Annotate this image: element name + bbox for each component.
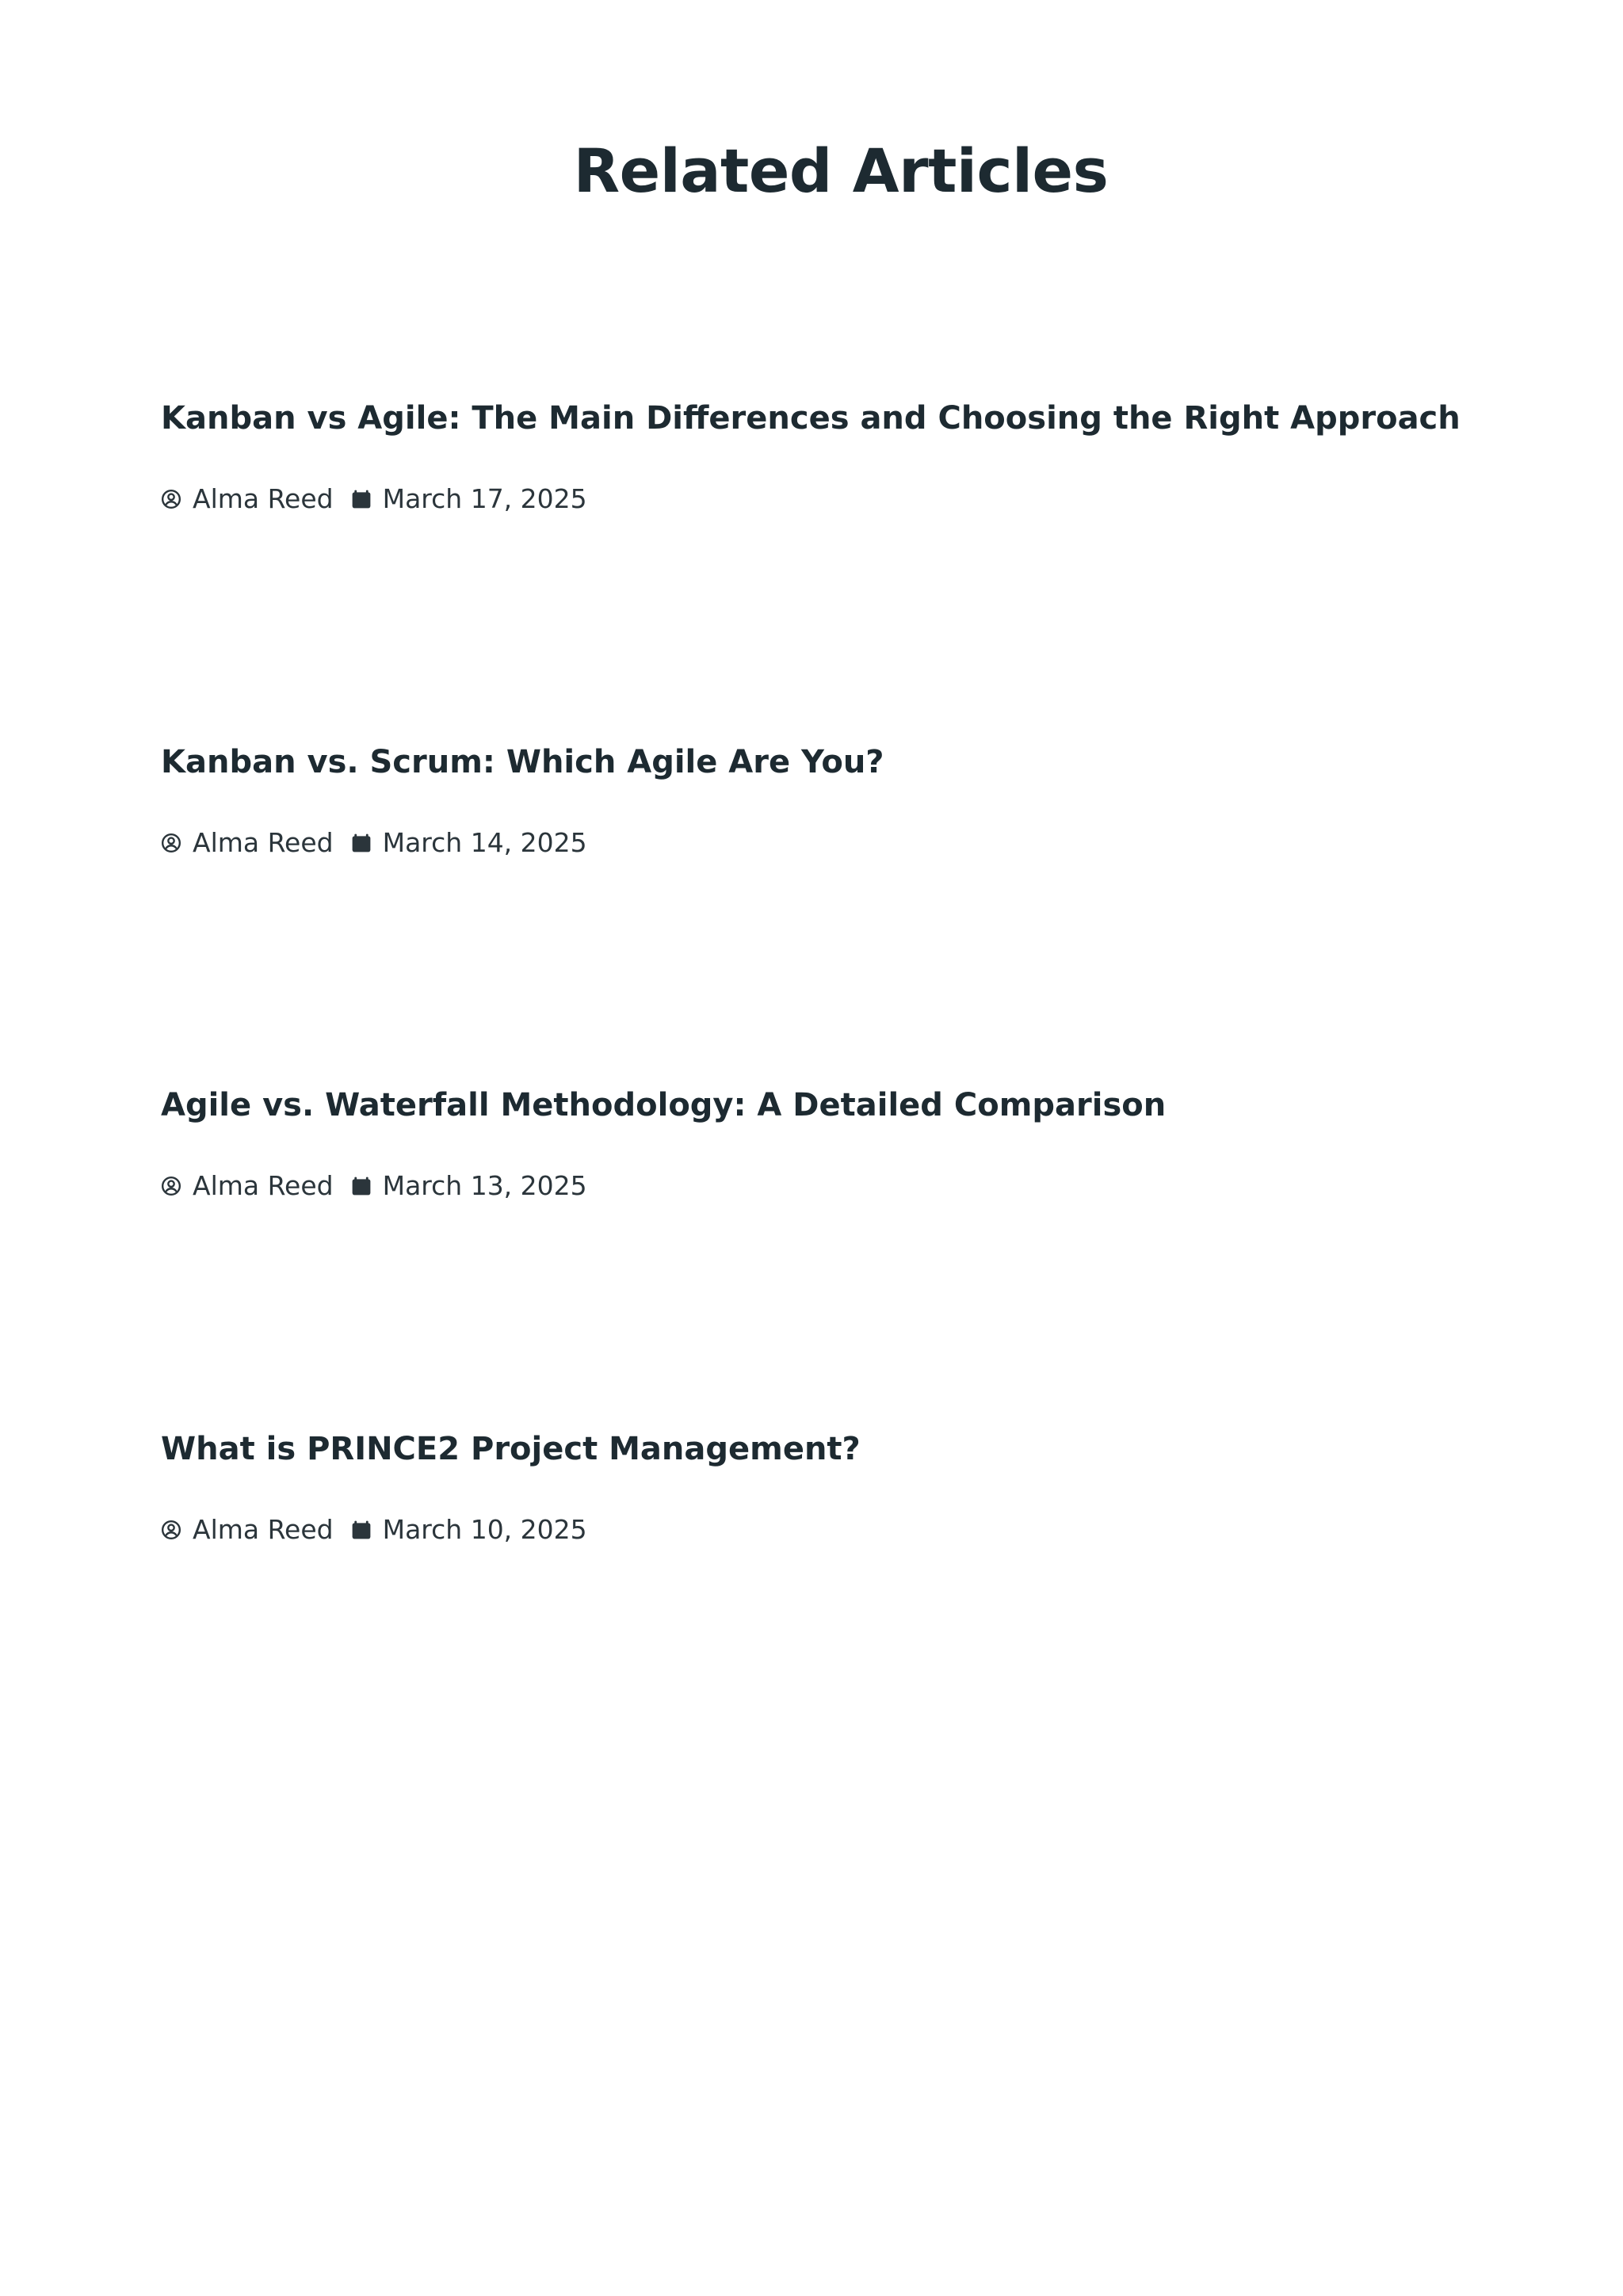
user-circle-icon <box>161 1176 181 1196</box>
article-meta <box>161 826 587 860</box>
article-meta <box>161 1169 587 1203</box>
article-card <box>161 740 1556 858</box>
article-title-link[interactable]: Kanban vs Agile: The Main Differences and Choosing the Right Approach <box>161 400 1461 437</box>
publish-date: March 13, 2025 <box>382 1170 587 1201</box>
user-circle-icon <box>161 833 181 853</box>
article-meta <box>161 482 587 517</box>
article-title-link[interactable]: What is PRINCE2 Project Management? <box>161 1431 861 1467</box>
publish-date: March 17, 2025 <box>382 483 587 514</box>
page-title: Related Articles <box>573 135 1109 206</box>
article-meta <box>161 1512 587 1547</box>
author-link[interactable]: Alma Reed <box>193 827 334 858</box>
article-card <box>161 1427 1556 1545</box>
calendar-icon <box>351 489 372 509</box>
calendar-icon <box>351 833 372 853</box>
user-circle-icon <box>161 1520 181 1540</box>
article-card <box>161 1083 1556 1201</box>
article-title-link[interactable]: Agile vs. Waterfall Methodology: A Detailed Comparison <box>161 1087 1167 1123</box>
user-circle-icon <box>161 489 181 509</box>
author-link[interactable]: Alma Reed <box>193 1514 334 1545</box>
author-link[interactable]: Alma Reed <box>193 483 334 514</box>
calendar-icon <box>351 1520 372 1540</box>
article-card <box>161 396 1556 514</box>
author-link[interactable]: Alma Reed <box>193 1170 334 1201</box>
article-title-link[interactable]: Kanban vs. Scrum: Which Agile Are You? <box>161 744 884 780</box>
publish-date: March 10, 2025 <box>382 1514 587 1545</box>
calendar-icon <box>351 1176 372 1196</box>
publish-date: March 14, 2025 <box>382 827 587 858</box>
